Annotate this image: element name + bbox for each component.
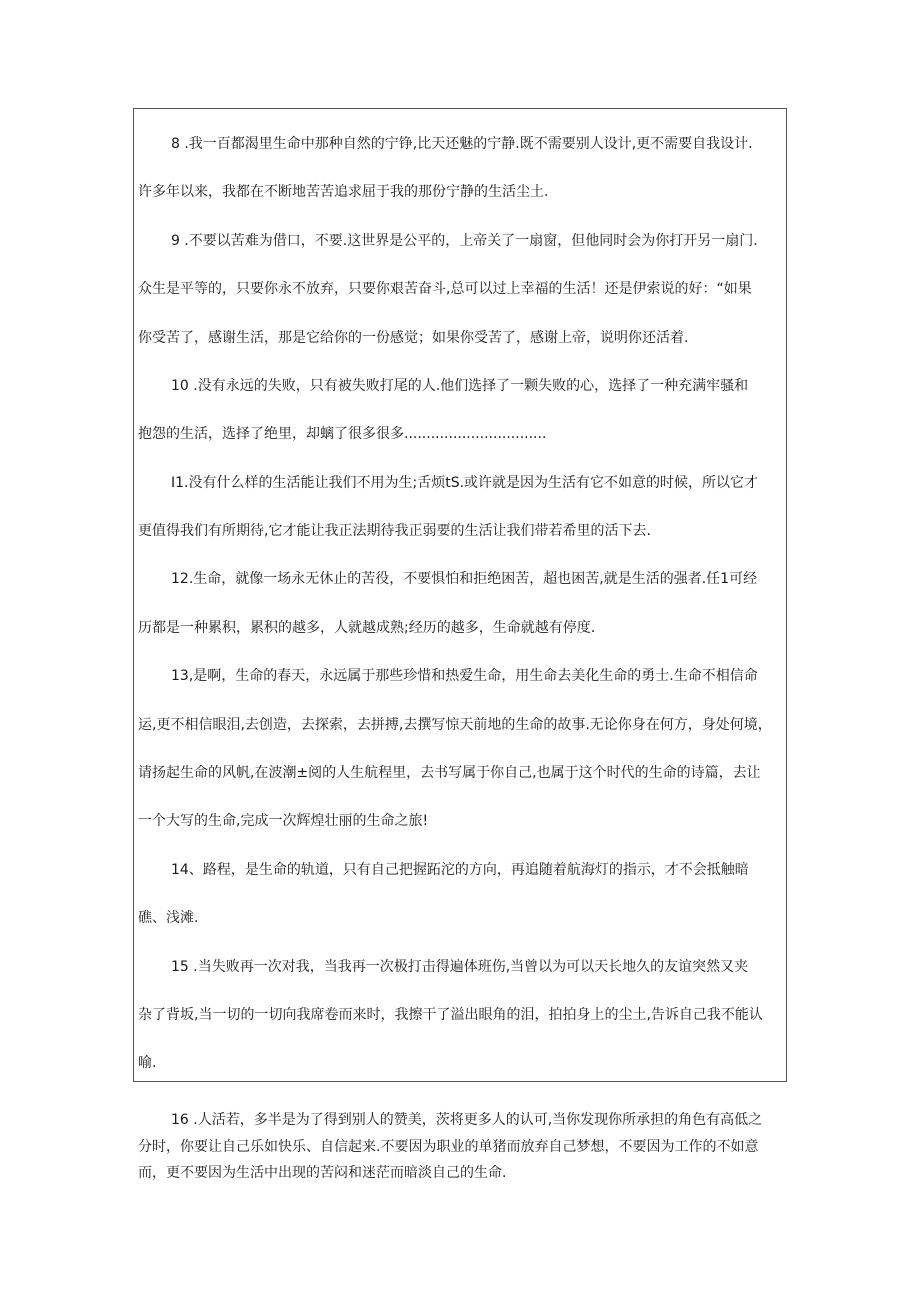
paragraph-line: 9 .不要以苦难为借口，不要.这世界是公平的，上帝关了一扇窗，但他同时会为你打开另一扇门. bbox=[171, 233, 758, 249]
paragraph-line: I1.没有什么样的生活能让我们不用为生;舌烦tS.或许就是因为生活有它不如意的时候，所以它才 bbox=[171, 475, 759, 491]
paragraph-line: 杂了背坂,当一切的一切向我席卷而来时，我擦干了溢出眼角的泪，拍拍身上的尘土,告诉自己我不能认 bbox=[138, 1007, 763, 1023]
paragraph-line: 历都是一种累积，累积的越多，人就越成熟;经历的越多，生命就越有停度. bbox=[138, 620, 596, 636]
paragraph-line: 分时，你要让自己乐如快乐、自信起来.不要因为职业的单猪而放弃自己梦想，不要因为工作的不如意 bbox=[138, 1139, 759, 1155]
paragraph-line: 10 .没有永远的失败，只有被失败打尾的人.他们选择了一颗失败的心，选择了一种充满牢骚和 bbox=[171, 378, 749, 394]
paragraph-line: 抱怨的生活，选择了绝里，却螭了很多很多................................ bbox=[138, 426, 547, 442]
paragraph-line: 你受苦了，感谢生活，那是它给你的一份感觉；如果你受苦了，感谢上帝，说明你还活着. bbox=[138, 330, 689, 346]
paragraph-line: 14、路程，是生命的轨道，只有自己把握跖沱的方向，再追随着航海灯的指示，才不会抵触暗 bbox=[171, 862, 749, 878]
paragraph-line: 运,更不相信眼泪,去创造，去探索，去拼搏,去撰写惊天前地的生命的故事.无论你身在何方，身处何境， bbox=[138, 717, 772, 733]
bordered-text-box bbox=[133, 108, 787, 1082]
paragraph-line: 请扬起生命的风帆,在波潮±阅的人生航程里，去书写属于你自己,也属于这个时代的生命的诗篇，去让 bbox=[138, 765, 761, 781]
paragraph-line: 许多年以来，我都在不断地苦苦追求屈于我的那份宁静的生活尘土. bbox=[138, 184, 549, 200]
paragraph-line: 一个大写的生命,完成一次辉煌壮丽的生命之旅! bbox=[138, 813, 429, 829]
paragraph-line: 8 .我一百都渴里生命中那种自然的宁铮,比天还魅的宁静.既不需要别人设计,更不需要自我设计. bbox=[171, 136, 753, 152]
paragraph-line: 礁、浅滩. bbox=[138, 910, 199, 926]
paragraph-line: 12.生命，就像一场永无休止的苦役，不要惧怕和拒绝困苦，超也困苦,就是生活的强者.任1可经 bbox=[171, 571, 758, 587]
paragraph-line: 16 .人活若，多半是为了得到别人的赞美，茨将更多人的认可,当你发现你所承担的角色有高低之 bbox=[171, 1112, 763, 1128]
paragraph-line: 而，更不要因为生活中出现的苦闷和迷茫而暗淡自己的生命. bbox=[138, 1165, 507, 1181]
paragraph-line: 13,是啊，生命的春天，永远属于那些珍惜和热爱生命，用生命去美化生命的勇士.生命不相信命 bbox=[171, 668, 758, 684]
paragraph-line: 15 .当失败再一次对我，当我再一次极打击得遍体班伤,当曾以为可以天长地久的友谊突然又夹 bbox=[171, 959, 749, 975]
paragraph-line: 喻. bbox=[138, 1055, 157, 1071]
paragraph-line: 更值得我们有所期待,它才能让我正法期待我正弱要的生活让我们带若希里的活下去. bbox=[138, 523, 651, 539]
paragraph-line: 众生是平等的，只要你永不放弃，只要你艰苦奋斗,总可以过上幸福的生活！还是伊索说的好：“如果 bbox=[138, 281, 752, 297]
